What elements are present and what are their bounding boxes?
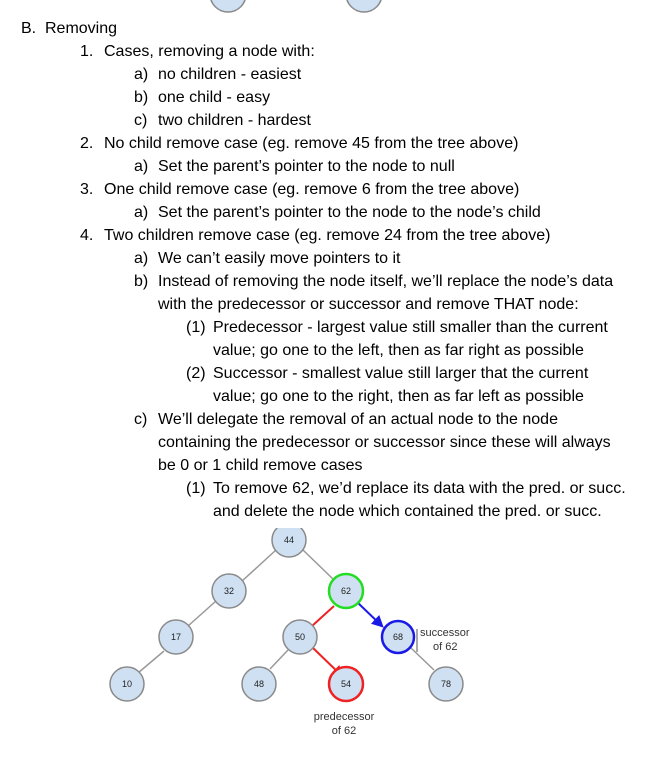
node-32	[212, 574, 246, 608]
svg-text:of 62: of 62	[433, 641, 458, 653]
svg-text:54: 54	[340, 679, 352, 689]
edge	[303, 550, 334, 580]
edge-to-50	[312, 606, 334, 626]
svg-text:48: 48	[253, 679, 265, 689]
edge	[138, 651, 164, 673]
section-title: Removing	[45, 20, 118, 37]
svg-text:10: 10	[121, 679, 133, 689]
cutoff-node	[210, 0, 246, 12]
node-50	[283, 620, 317, 654]
node-54	[329, 667, 363, 701]
svg-text:32: 32	[223, 586, 235, 596]
predecessor-annotation	[314, 711, 375, 737]
svg-text:of 62: of 62	[331, 725, 357, 737]
section-marker: B.	[21, 20, 37, 37]
previous-tree-fragment	[0, 0, 672, 14]
successor-arrow	[357, 602, 382, 626]
svg-text:78: 78	[440, 679, 452, 689]
node-10	[110, 667, 144, 701]
svg-text:successor: successor	[420, 627, 470, 639]
edge	[270, 650, 288, 669]
edge	[188, 601, 216, 626]
bst-diagram	[0, 528, 672, 758]
svg-text:44: 44	[283, 535, 295, 545]
cutoff-node	[346, 0, 382, 12]
svg-text:62: 62	[340, 586, 352, 596]
node-44	[272, 528, 306, 557]
edge	[411, 648, 434, 670]
svg-text:50: 50	[294, 632, 306, 642]
svg-text:68: 68	[392, 632, 404, 642]
node-62	[329, 574, 363, 608]
svg-text:predecessor: predecessor	[313, 711, 375, 723]
edge	[241, 550, 276, 582]
node-48	[242, 667, 276, 701]
node-17	[159, 620, 193, 654]
successor-annotation	[417, 627, 470, 653]
node-68	[382, 621, 414, 653]
node-78	[429, 667, 463, 701]
svg-text:17: 17	[170, 632, 182, 642]
